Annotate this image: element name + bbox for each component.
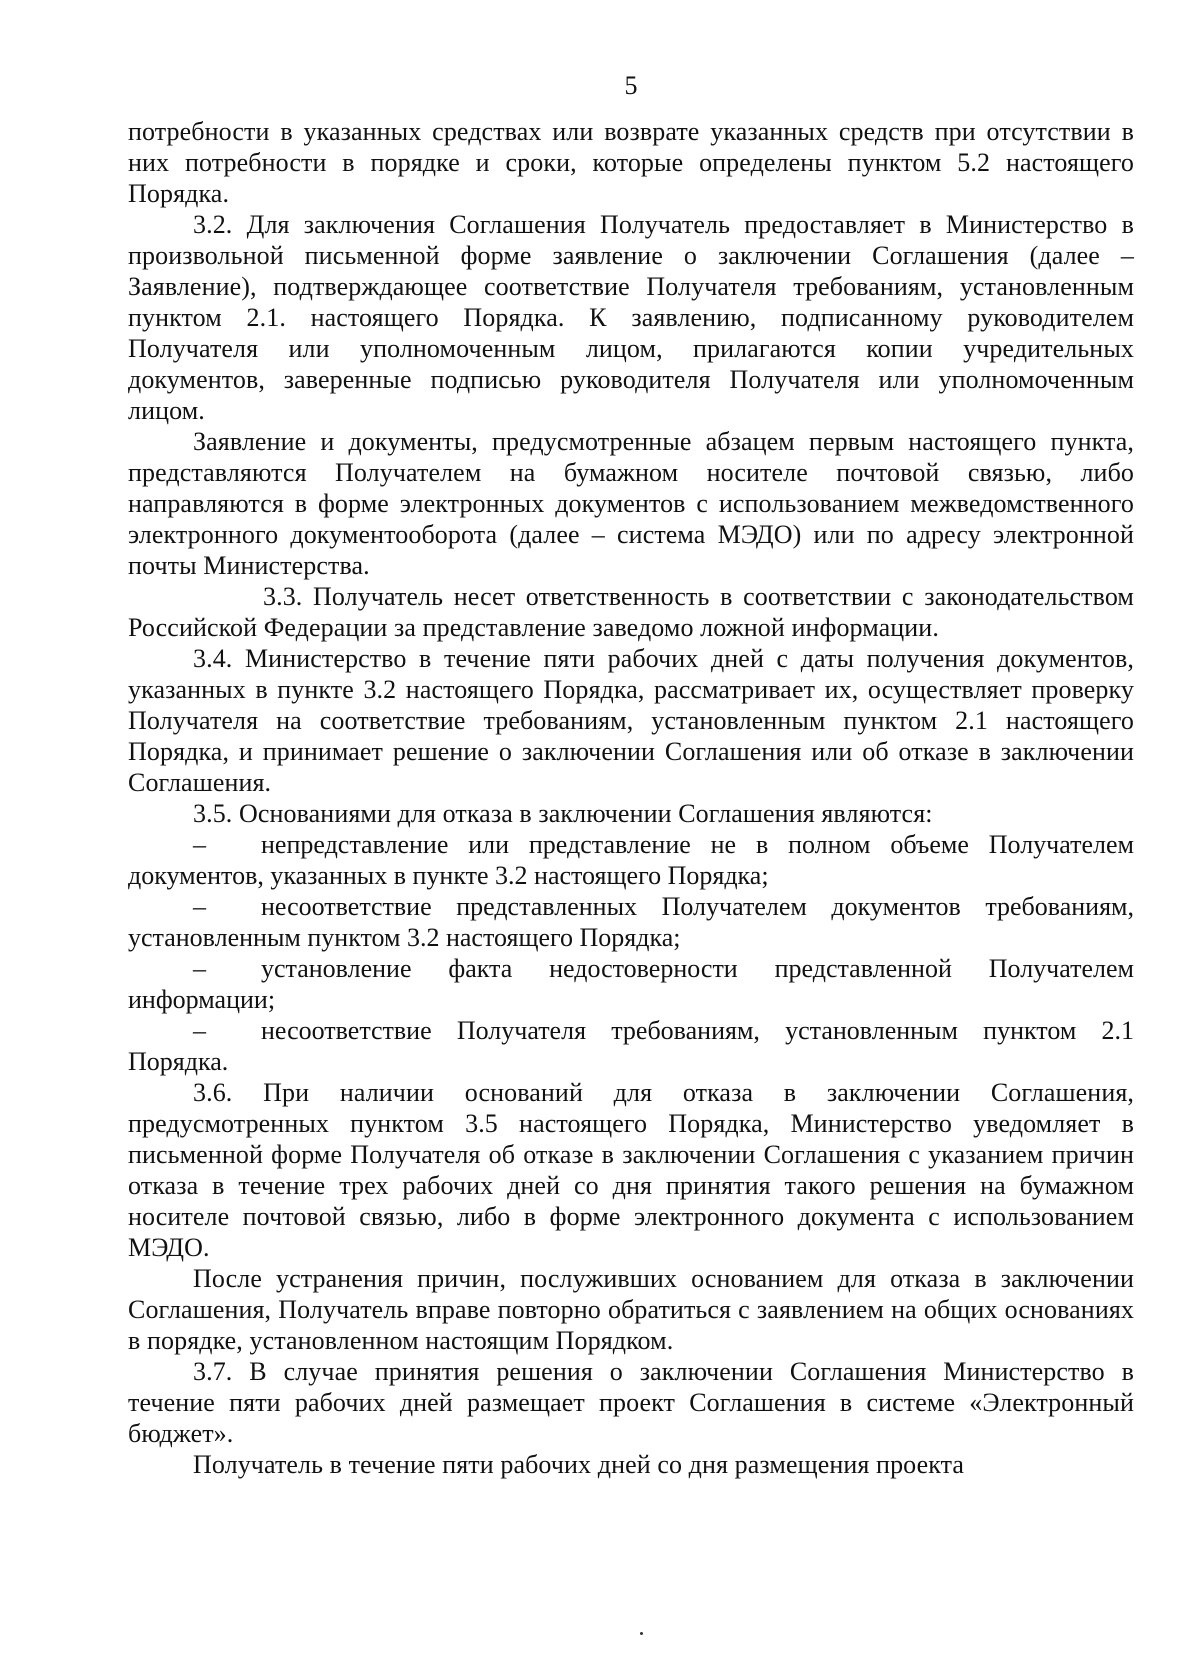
list-item — [128, 891, 1134, 953]
list-item-text: несоответствие Получателя требованиям, установленным пунктом 2.1 Порядка. — [128, 1016, 1134, 1076]
list-item-text: непредставление или представление не в полном объеме Получателем документов, указанных в пункте 3.2 настоящего Порядка; — [128, 830, 1134, 890]
page-number: 5 — [624, 71, 638, 100]
list-item — [128, 1015, 1134, 1077]
paragraph-3-7-continued: Получатель в течение пяти рабочих дней со дня размещения проекта — [193, 1450, 965, 1479]
list-item-text: установление факта недостоверности представленной Получателем информации; — [128, 954, 1134, 1014]
dash-marker: – — [193, 830, 206, 859]
paragraph-3-2-submission: Заявление и документы, предусмотренные абзацем первым настоящего пункта, представляются Получателем на бумажном носителе почтовой связью, либо направляются в форме электронных документов с использованием межведомственного электронного документооборота (далее – система МЭДО) или по адресу электронной почты Министерства. — [128, 427, 1134, 580]
paragraph-3-2: 3.2. Для заключения Соглашения Получатель предоставляет в Министерство в произвольной письменной форме заявление о заключении Соглашения (далее – Заявление), подтверждающее соответствие Получателя требованиям, установленным пунктом 2.1. настоящего Порядка. К заявлению, подписанному руководителем Получателя или уполномоченным лицом, прилагаются копии учредительных документов, заверенные подписью руководителя Получателя или уполномоченным лицом. — [128, 210, 1134, 425]
paragraph-3-7: 3.7. В случае принятия решения о заключении Соглашения Министерство в течение пяти рабочих дней размещает проект Соглашения в системе «Электронный бюджет». — [128, 1357, 1134, 1448]
list-item — [128, 953, 1134, 1015]
paragraph-3-4: 3.4. Министерство в течение пяти рабочих дней с даты получения документов, указанных в пункте 3.2 настоящего Порядка, рассматривает их, осуществляет проверку Получателя на соответствие требованиям, установленным пунктом 2.1 настоящего Порядка, и принимает решение о заключении Соглашения или об отказе в заключении Соглашения. — [128, 644, 1134, 797]
dash-marker: – — [193, 1016, 206, 1045]
paragraph-3-5: 3.5. Основаниями для отказа в заключении Соглашения являются: — [193, 799, 933, 828]
paragraph-3-6-reapply: После устранения причин, послуживших основанием для отказа в заключении Соглашения, Получатель вправе повторно обратиться с заявлением на общих основаниях в порядке, установленном настоящим Порядком. — [128, 1264, 1134, 1355]
dash-marker: – — [193, 892, 206, 921]
paragraph-3-6: 3.6. При наличии оснований для отказа в заключении Соглашения, предусмотренных пунктом 3.5 настоящего Порядка, Министерство уведомляет в письменной форме Получателя об отказе в заключении Соглашения с указанием причин отказа в течение трех рабочих дней со дня принятия такого решения на бумажном носителе почтовой связью, либо в форме электронного документа с использованием МЭДО. — [128, 1078, 1134, 1262]
paragraph-3-3: 3.3. Получатель несет ответственность в соответствии с законодательством Российской Федерации за представление заведомо ложной информации. — [128, 582, 1134, 642]
list-item-text: несоответствие представленных Получателем документов требованиям, установленным пунктом 3.2 настоящего Порядка; — [128, 892, 1134, 952]
paragraph-continuation: потребности в указанных средствах или возврате указанных средств при отсутствии в них потребности в порядке и сроки, которые определены пунктом 5.2 настоящего Порядка. — [128, 117, 1134, 208]
dash-marker: – — [193, 954, 206, 983]
list-item — [128, 829, 1134, 891]
scan-speck — [640, 1632, 643, 1635]
